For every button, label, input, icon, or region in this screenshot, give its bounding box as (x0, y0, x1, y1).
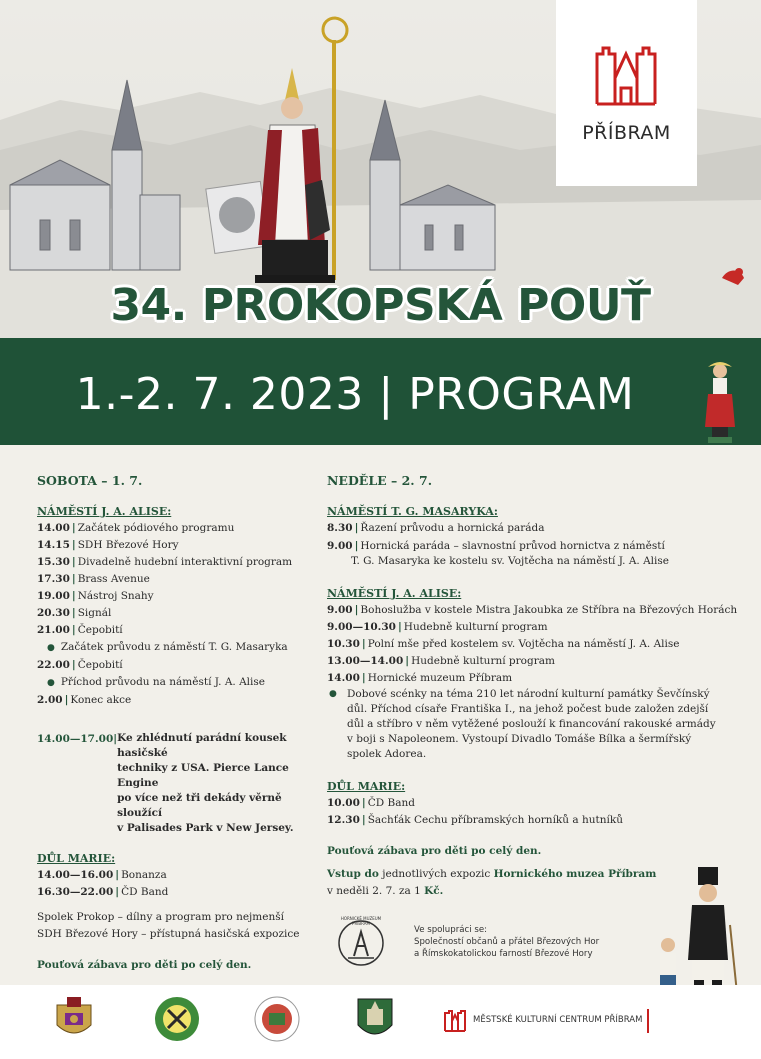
program-item: 20.30 | Signál (37, 607, 112, 619)
saturday-venue-alise: NÁMĚSTÍ J. A. ALISE: (37, 505, 172, 518)
brezove-hory-crest-icon (53, 995, 95, 1043)
museum-entry: Vstup do jednotlivých expozic Hornického muzea Příbram (327, 868, 657, 880)
sdh-line: SDH Březové Hory – přístupná hasičská expozice (37, 928, 300, 940)
saturday-heading: SOBOTA – 1. 7. (37, 473, 143, 488)
saint-statue (255, 18, 347, 283)
parish-crest-icon (355, 995, 395, 1045)
program-item: 10.00 | ČD Band (327, 797, 415, 809)
sunday-heading: NEDĚLE – 2. 7. (327, 473, 433, 488)
saturday-venue-mine: DŮL MARIE: (37, 852, 116, 865)
program-item: 14.00 | Hornické muzeum Příbram (327, 672, 513, 684)
program-item: 22.00 | Čepobití (37, 659, 123, 671)
prokop-line: Spolek Prokop – dílny a program pro nejmenší (37, 911, 284, 923)
program-item: 9.00 | Hornická paráda – slavnostní průvod hornictva z náměstí (327, 540, 665, 552)
museum-logo-text: HORNICKÉ MUZEUM PŘÍBRAM (340, 916, 382, 926)
mkc-castle-icon (443, 1009, 467, 1033)
mkc-text: MĚSTSKÉ KULTURNÍ CENTRUM PŘÍBRAM (473, 1015, 643, 1025)
spolek-prokop-logo-icon (153, 995, 201, 1043)
pribram-castle-icon (593, 44, 659, 108)
program-item: 12.30 | Šachťák Cechu příbramských horníků a hutníků (327, 814, 623, 826)
program-item-cont: T. G. Masaryka ke kostelu sv. Vojtěcha na náměstí J. A. Alise (351, 555, 669, 567)
mkc-logo (443, 1009, 649, 1033)
program-item: 21.00 | Čepobití (37, 624, 123, 636)
event-title: 34. PROKOPSKÁ POUŤ (110, 280, 651, 331)
museum-entry-price: v neděli 2. 7. za 1 Kč. (327, 885, 444, 897)
scenes-note: ● Dobové scénky na téma 210 let národní kulturní památky Ševčínský důl. Příchod císaře Františka I., na jehož počest bude založen zdejší důl a stříbro v něm vytěžené poslouží k financování rakouské armády v boji s Napoleonem. Vystoupí Divadlo Tomáše Bílka a šermířský spolek Adorea. (329, 688, 716, 760)
program-item: 19.00 | Nástroj Snahy (37, 590, 154, 602)
children-fun: Pouťová zábava pro děti po celý den. (37, 959, 252, 971)
program-item: 14.00 | Začátek pódiového programu (37, 522, 235, 534)
program-item: 14.15 | SDH Březové Hory (37, 539, 179, 551)
program-item: 15.30 | Divadelně hudební interaktivní program (37, 556, 293, 568)
saturday-column (37, 472, 327, 974)
program-item: 10.30 | Polní mše před kostelem sv. Vojtěcha na náměstí J. A. Alise (327, 638, 680, 650)
sunday-column (327, 472, 737, 900)
pribram-logo (556, 0, 697, 186)
program-item: 2.00 | Konec akce (37, 694, 132, 706)
children-fun-sunday: Pouťová zábava pro děti po celý den. (327, 845, 542, 857)
program-note: ● Začátek průvodu z náměstí T. G. Masaryka (37, 639, 327, 657)
program-item: 9.00 | Bohoslužba v kostele Mistra Jakoubka ze Stříbra na Březových Horách (327, 604, 738, 616)
program-item: 17.30 | Brass Avenue (37, 573, 150, 585)
mining-museum-logo (336, 918, 386, 968)
sunday-venue-alise: NÁMĚSTÍ J. A. ALISE: (327, 587, 462, 600)
program-item: 14.00—16.00 | Bonanza (37, 869, 167, 881)
sunday-venue-masaryk: NÁMĚSTÍ T. G. MASARYKA: (327, 505, 498, 518)
program-item: 16.30—22.00 | ČD Band (37, 886, 169, 898)
program-note: ● Příchod průvodu na náměstí J. A. Alise (37, 674, 327, 692)
program-item: 9.00—10.30 | Hudebně kulturní program (327, 621, 548, 633)
sunday-venue-mine: DŮL MARIE: (327, 780, 406, 793)
program-item: 13.00—14.00 | Hudebně kulturní program (327, 655, 555, 667)
cooperation-note: Ve spolupráci se: Společností občanů a přátel Březových Hor a Římskokatolickou farností Březové Hory (414, 925, 600, 959)
fire-engine-item: 14.00—17.00| Ke zhlédnutí parádní kousek hasičské techniky z USA. Pierce Lance Engine po více než tři dekády věrně sloužící v Palisades Park v New Jersey. (37, 732, 294, 834)
logo-text: PŘÍBRAM (582, 122, 671, 144)
sdh-logo-icon (253, 995, 301, 1043)
event-subtitle: 1.-2. 7. 2023 | PROGRAM (75, 369, 635, 420)
program-item: 8.30 | Řazení průvodu a hornická paráda (327, 522, 545, 534)
